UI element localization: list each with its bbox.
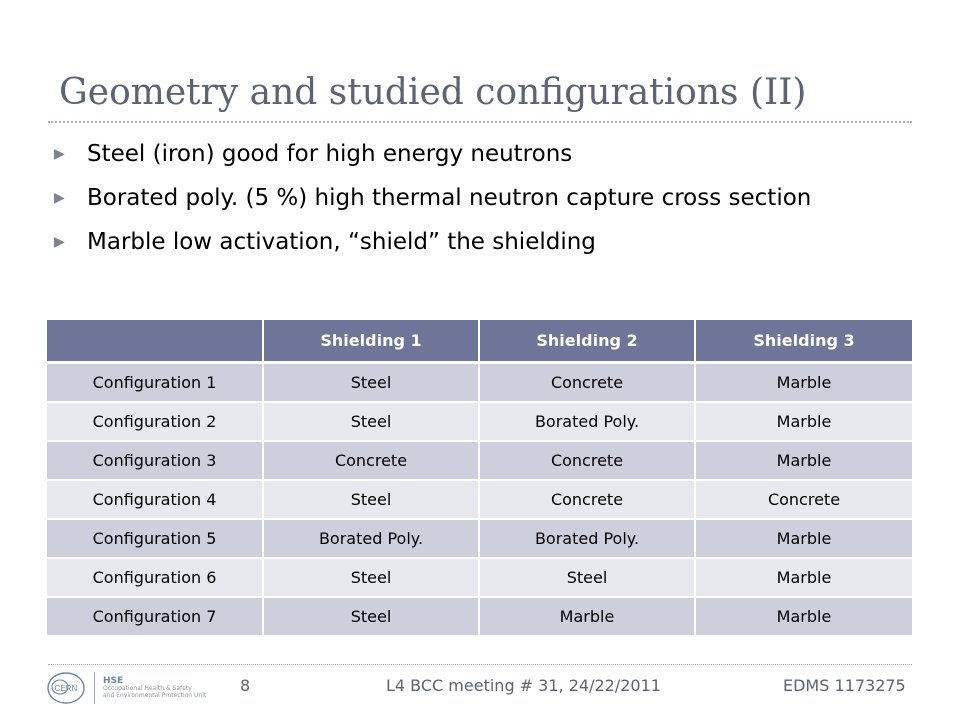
table-cell: Marble [695, 441, 912, 480]
table-cell: Concrete [263, 441, 479, 480]
table-cell: Steel [263, 558, 479, 597]
triangle-bullet-icon: ▶ [54, 190, 65, 206]
configuration-label: Configuration 2 [47, 402, 263, 441]
hse-logo [103, 677, 206, 699]
table-cell: Borated Poly. [263, 519, 479, 558]
table-cell: Steel [263, 363, 479, 403]
cern-logo-icon [46, 671, 86, 705]
bullet-item [54, 176, 934, 220]
cern-hse-logo [46, 668, 236, 708]
table-row [47, 363, 912, 403]
table-row [47, 519, 912, 558]
hse-name: HSE [103, 675, 124, 686]
table-cell: Marble [695, 363, 912, 403]
table-cell: Concrete [479, 441, 695, 480]
table-row [47, 558, 912, 597]
document-reference: EDMS 1173275 [783, 676, 906, 695]
configuration-label: Configuration 7 [47, 597, 263, 636]
table-cell: Concrete [695, 480, 912, 519]
table-cell: Concrete [479, 480, 695, 519]
slide-title: Geometry and studied configurations (II) [59, 72, 807, 113]
table-header-cell: Shielding 2 [479, 320, 695, 363]
table-cell: Steel [479, 558, 695, 597]
bullet-item [54, 132, 934, 176]
configuration-label: Configuration 6 [47, 558, 263, 597]
table-cell: Marble [695, 519, 912, 558]
table-header-cell: Shielding 3 [695, 320, 912, 363]
configuration-label: Configuration 1 [47, 363, 263, 403]
logo-divider [94, 672, 95, 704]
table-header-row [47, 320, 912, 363]
bullet-text: Steel (iron) good for high energy neutrons [87, 141, 573, 167]
bullet-text: Borated poly. (5 %) high thermal neutron capture cross section [87, 185, 812, 211]
table-cell: Marble [479, 597, 695, 636]
table-cell: Marble [695, 558, 912, 597]
configurations-table [47, 320, 912, 637]
table-cell: Marble [695, 402, 912, 441]
configuration-label: Configuration 3 [47, 441, 263, 480]
configuration-label: Configuration 5 [47, 519, 263, 558]
title-divider [48, 121, 912, 123]
configuration-label: Configuration 4 [47, 480, 263, 519]
table-header-corner [47, 320, 263, 363]
page-number: 8 [240, 676, 251, 695]
table-row [47, 597, 912, 636]
cern-logo-text: CERN [54, 684, 78, 693]
meeting-info: L4 BCC meeting # 31, 24/22/2011 [386, 676, 661, 695]
table-cell: Borated Poly. [479, 519, 695, 558]
table-cell: Borated Poly. [479, 402, 695, 441]
table-cell: Steel [263, 480, 479, 519]
hse-unit-line: and Environmental Protection Unit [103, 691, 207, 699]
table-header-cell: Shielding 1 [263, 320, 479, 363]
triangle-bullet-icon: ▶ [54, 146, 65, 162]
table-cell: Marble [695, 597, 912, 636]
bullet-item [54, 220, 934, 264]
footer-divider [48, 664, 912, 665]
hse-unit-line: Occupational Health & Safety [103, 685, 192, 693]
bullet-text: Marble low activation, “shield” the shielding [87, 229, 596, 255]
table-cell: Steel [263, 402, 479, 441]
table-cell: Steel [263, 597, 479, 636]
table-row [47, 402, 912, 441]
table-row [47, 441, 912, 480]
bullet-list [54, 132, 934, 264]
table-cell: Concrete [479, 363, 695, 403]
triangle-bullet-icon: ▶ [54, 234, 65, 250]
table-row [47, 480, 912, 519]
